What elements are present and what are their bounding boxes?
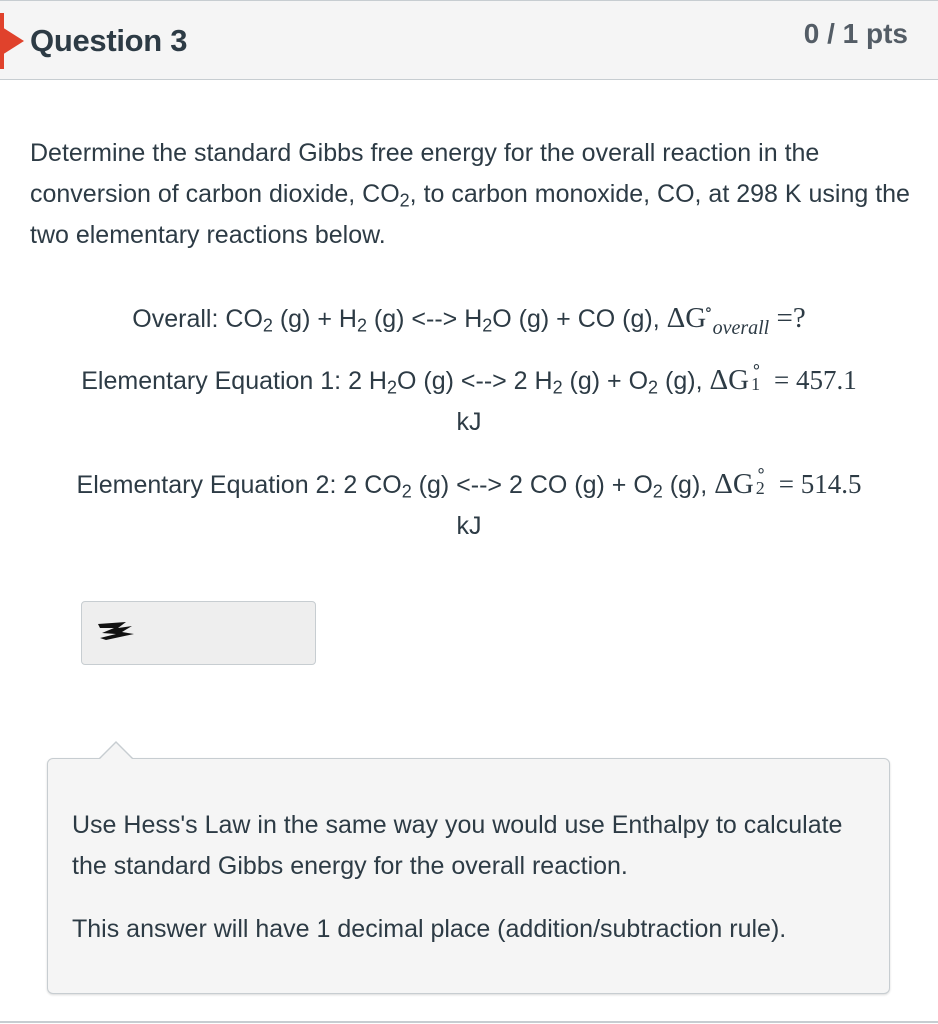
delta-g-1-value: = 457.1 <box>774 365 857 395</box>
question-points: 0 / 1 pts <box>803 18 908 49</box>
redaction-scribble-icon <box>96 616 136 646</box>
feedback-text-1: Use Hess's Law in the same way you would use Enthalpy to calculate the standard Gibbs energy for the overall reaction. <box>72 811 843 880</box>
feedback-text-2: This answer will have 1 decimal place (addition/subtraction rule). <box>72 915 787 943</box>
flag-arrow-icon <box>0 13 24 69</box>
divider <box>0 1021 938 1023</box>
equation-2-unit: kJ <box>456 512 482 540</box>
question-text-a: Determine the standard Gibbs free energy for the overall reaction in the conversion of carbon dioxide, CO <box>30 139 820 208</box>
question-text-sub: 2 <box>399 190 410 211</box>
delta-g-2: ΔG ∘ 2 <box>714 461 767 500</box>
delta-g-1: ΔG ∘ 1 <box>709 357 762 396</box>
feedback-box <box>47 758 890 994</box>
question-header <box>0 0 938 80</box>
answer-input[interactable] <box>81 601 316 665</box>
equation-1-unit: kJ <box>456 408 482 436</box>
delta-g-overall-value: =? <box>776 301 806 334</box>
equation-2-label: Elementary Equation 2: <box>76 471 344 499</box>
question-title: Question 3 <box>30 23 188 58</box>
equation-1-label: Elementary Equation 1: <box>81 367 349 395</box>
delta-g-overall: $\Delta G^\circ_{overall}$ =? <box>666 300 806 339</box>
question-text-b: , to carbon monoxide, CO, at 298 K using the two elementary reactions below. <box>30 180 910 249</box>
question-text <box>30 133 910 256</box>
equation-overall: Overall: $CO_2$ $(g) + H_2$ (g) <--> $H_2O$ (g) + CO (g), $\Delta G^\circ_{overall}$ =? <box>132 300 806 339</box>
equation-overall-label: Overall: <box>132 304 226 333</box>
equation-1: Elementary Equation 1: 2 $H_2O$ (g) <--> 2 $H_2$ $(g) + O_2$ (g), ΔG ∘ 1 = 457.1 <box>81 357 857 398</box>
equation-2: Elementary Equation 2: 2 $CO_2$ (g) <--> 2 CO $(g) + O_2$ (g), ΔG ∘ 2 = 514.5 <box>76 461 862 502</box>
delta-g-overall-subscript: overall <box>712 316 770 339</box>
feedback-pointer-fill <box>99 743 133 760</box>
delta-g-2-value: = 514.5 <box>778 469 862 499</box>
